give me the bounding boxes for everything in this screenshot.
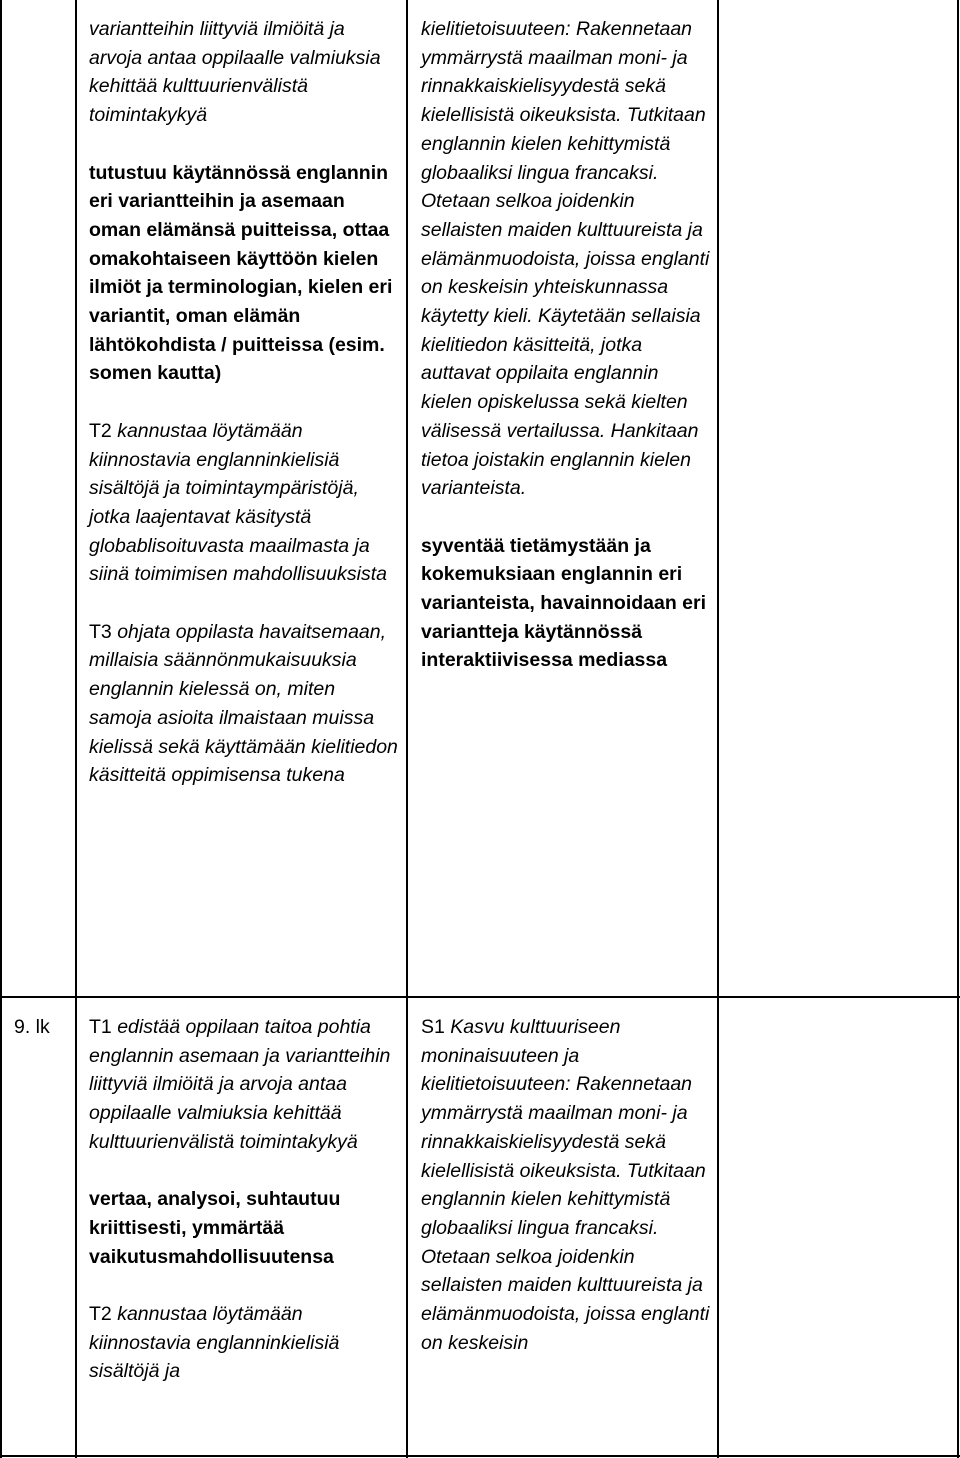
column-divider-3 [717,0,719,1458]
goal-paragraph [89,417,401,589]
row-divider [0,996,960,998]
row1-goals-cell [89,15,401,790]
content-paragraph [421,1013,713,1357]
content-text: kielitietoisuuteen: Rakennetaan ymmärrystä maailman moni- ja rinnakkaiskielisyydestä sekä kielellisistä oikeuksista. Tutkitaan englannin kielen kehittymistä globaaliksi lingua francaksi. Otetaan selkoa joidenkin sellaisten maiden kulttuureista ja elämänmuodoista, joissa englanti on keskeisin yhteiskunnassa käytetty kieli. Käytetään sellaisia kielitiedon käsitteitä, jotka auttavat oppilaita englannin kielen opiskelussa sekä kielten välisessä vertailussa. Hankitaan tietoa joistakin englannin kielen varianteista. [421,18,710,500]
goal-paragraph [89,618,401,790]
row1-content-cell [421,15,713,675]
goal-code: T1 [89,1016,118,1038]
goal-code: T2 [89,1303,118,1325]
content-text: syventää tietämystään ja kokemuksiaan englannin eri varianteista, havainnoidaan eri variantteja käytännössä interaktiivisessa mediassa [421,534,707,672]
table-bottom-border [0,1455,960,1457]
column-divider-2 [406,0,408,1458]
goal-paragraph [89,1013,401,1157]
column-divider-1 [75,0,77,1458]
row2-content-cell [421,1013,713,1357]
goal-text: tutustuu käytännössä englannin eri variantteihin ja asemaan oman elämänsä puitteissa, ottaa omakohtaiseen käyttöön kielen ilmiöt ja terminologian, kielen eri variantit, oman elämän lähtökohdista / puitteissa (esim. somen kautta) [89,161,393,385]
table-right-border [957,0,959,1458]
goal-code: T3 [89,620,118,643]
goal-text: vertaa, analysoi, suhtautuu kriittisesti, ymmärtää vaikutusmahdollisuutensa [89,1188,341,1268]
content-code: S1 [421,1016,451,1038]
goal-text: kannustaa löytämään kiinnostavia englanninkielisiä sisältöjä ja toimintaympäristöjä, jotka laajentavat käsitystä globablisoituvasta maailmasta ja siinä toimimisen mahdollisuuksista [89,419,388,586]
grade-label: 9. lk [14,1016,50,1038]
content-text: Kasvu kulttuuriseen moninaisuuteen ja kielitietoisuuteen: Rakennetaan ymmärrystä maailman moni- ja rinnakkaiskielisyydestä sekä kielellisistä oikeuksista. Tutkitaan englannin kielen kehittymistä globaaliksi lingua francaksi. Otetaan selkoa joidenkin sellaisten maiden kulttuureista ja elämänmuodoista, joissa englanti on keskeisin [421,1016,710,1354]
table-left-border [0,0,2,1458]
goal-text: kannustaa löytämään kiinnostavia englanninkielisiä sisältöjä ja [89,1303,340,1383]
goal-code: T2 [89,419,118,442]
goal-paragraph [89,1300,401,1386]
goal-text: edistää oppilaan taitoa pohtia englannin asemaan ja variantteihin liittyviä ilmiöitä ja arvoja antaa oppilaalle valmiuksia kehittää kulttuurienvälistä toimintakykyä [89,1016,391,1153]
goal-text: ohjata oppilasta havaitsemaan, millaisia säännönmukaisuuksia englannin kielessä on, miten samoja asioita ilmaistaan muissa kielissä sekä käyttämään kielitiedon käsitteitä oppimisensa tukena [89,620,398,787]
goal-text: variantteihin liittyviä ilmiöitä ja arvoja antaa oppilaalle valmiuksia kehittää kulttuurienvälistä toimintakykyä [89,18,381,127]
row2-goals-cell [89,1013,401,1386]
